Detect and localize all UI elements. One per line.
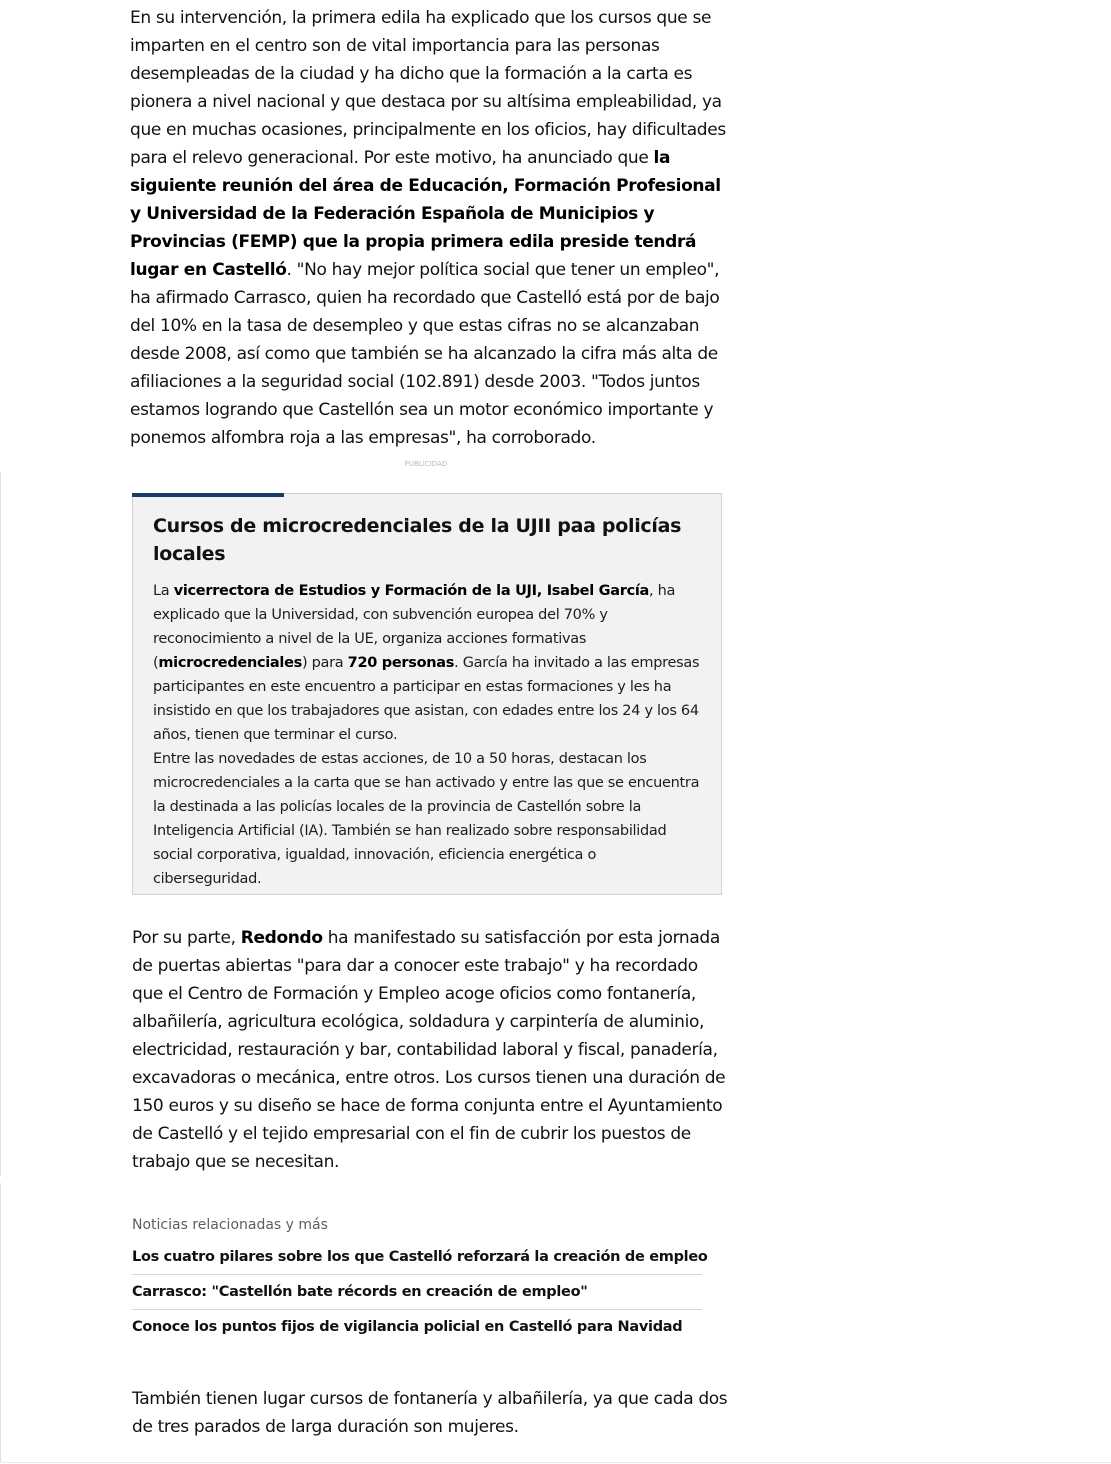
- sidebar-box-microcredentials: [132, 493, 722, 895]
- bottom-divider: [0, 1462, 1111, 1463]
- box-text-c: , ha explicado que la Universidad, con subvención europea del 70% y reconocimiento a nivel de la UE, organiza acciones formativas (: [153, 583, 676, 671]
- box-paragraph-1: [153, 579, 701, 747]
- related-news-link[interactable]: Conoce los puntos fijos de vigilancia policial en Castelló para Navidad: [132, 1319, 683, 1335]
- intro-paragraph: [130, 4, 730, 452]
- left-edge-divider-lower: [0, 1183, 1, 1463]
- box-highlight-vicerrectora: vicerrectora de Estudios y Formación de la UJI, Isabel García: [173, 583, 650, 599]
- final-paragraph: También tienen lugar cursos de fontanería y albañilería, ya que cada dos de tres parados de larga duración son mujeres.: [132, 1389, 728, 1437]
- redondo-paragraph: [132, 924, 730, 1176]
- redondo-text-1: Por su parte,: [132, 928, 241, 948]
- redondo-text-2: ha manifestado su satisfacción por esta jornada de puertas abiertas "para dar a conocer este trabajo" y ha recordado que el Centro de Formación y Empleo acoge oficios como fontanería, albañilería, agricultura ecológica, soldadura y carpintería de aluminio, electricidad, restauración y bar, contabilidad laboral y fiscal, panadería, excavadoras o mecánica, entre otros. Los cursos tienen una duración de 150 euros y su diseño se hace de forma conjunta entre el Ayuntamiento de Castelló y el tejido empresarial con el fin de cubrir los puestos de trabajo que se necesitan.: [132, 928, 726, 1172]
- box-title: Cursos de microcredenciales de la UJII paa policías locales: [153, 515, 682, 565]
- intro-text-1: En su intervención, la primera edila ha explicado que los cursos que se imparten en el centro son de vital importancia para las personas desempleadas de la ciudad y ha dicho que la formación a la carta es pionera a nivel nacional y que destaca por su altísima empleabilidad, ya que en muchas ocasiones, principalmente en los oficios, hay dificultades para el relevo generacional. Por este motivo, ha anunciado que: [130, 8, 726, 168]
- ad-label: PUBLICIDAD: [404, 460, 448, 468]
- redondo-highlight: Redondo: [240, 928, 323, 948]
- box-accent-bar: [132, 493, 284, 497]
- intro-highlight: la siguiente reunión del área de Educación, Formación Profesional y Universidad de la Federación Española de Municipios y Provincias (FEMP) que la propia primera edila preside tendrá lugar en Castelló: [130, 148, 721, 280]
- box-text-g: . García ha invitado a las empresas participantes en este encuentro a participar en estas formaciones y les ha insistido en que los trabajadores que asistan, con edades entre los 24 y los 64 años, tienen que terminar el curso.: [153, 655, 700, 743]
- box-text-e: ) para: [301, 655, 348, 671]
- left-edge-divider: [0, 472, 1, 1176]
- box-text-a: La: [153, 583, 174, 599]
- related-news-link[interactable]: Carrasco: "Castellón bate récords en creación de empleo": [132, 1275, 702, 1310]
- box-highlight-personas: 720 personas: [347, 655, 455, 671]
- box-paragraph-2: Entre las novedades de estas acciones, de 10 a 50 horas, destacan los microcredenciales a la carta que se han activado y entre las que se encuentra la destinada a las policías locales de la provincia de Castellón sobre la Inteligencia Artificial (IA). También se han realizado sobre responsabilidad social corporativa, igualdad, innovación, eficiencia energética o ciberseguridad.: [153, 751, 700, 887]
- related-news: [132, 1214, 708, 1344]
- related-news-link[interactable]: Los cuatro pilares sobre los que Castelló reforzará la creación de empleo: [132, 1240, 702, 1275]
- box-highlight-microcredenciales: microcredenciales: [158, 655, 302, 671]
- box-body: [153, 579, 701, 891]
- related-news-heading: Noticias relacionadas y más: [132, 1217, 328, 1233]
- intro-text-2: . "No hay mejor política social que tener un empleo", ha afirmado Carrasco, quien ha recordado que Castelló está por de bajo del 10% en la tasa de desempleo y que estas cifras no se alcanzaban desde 2008, así como que también se ha alcanzado la cifra más alta de afiliaciones a la seguridad social (102.891) desde 2003. "Todos juntos estamos logrando que Castellón sea un motor económico importante y ponemos alfombra roja a las empresas", ha corroborado.: [130, 260, 720, 448]
